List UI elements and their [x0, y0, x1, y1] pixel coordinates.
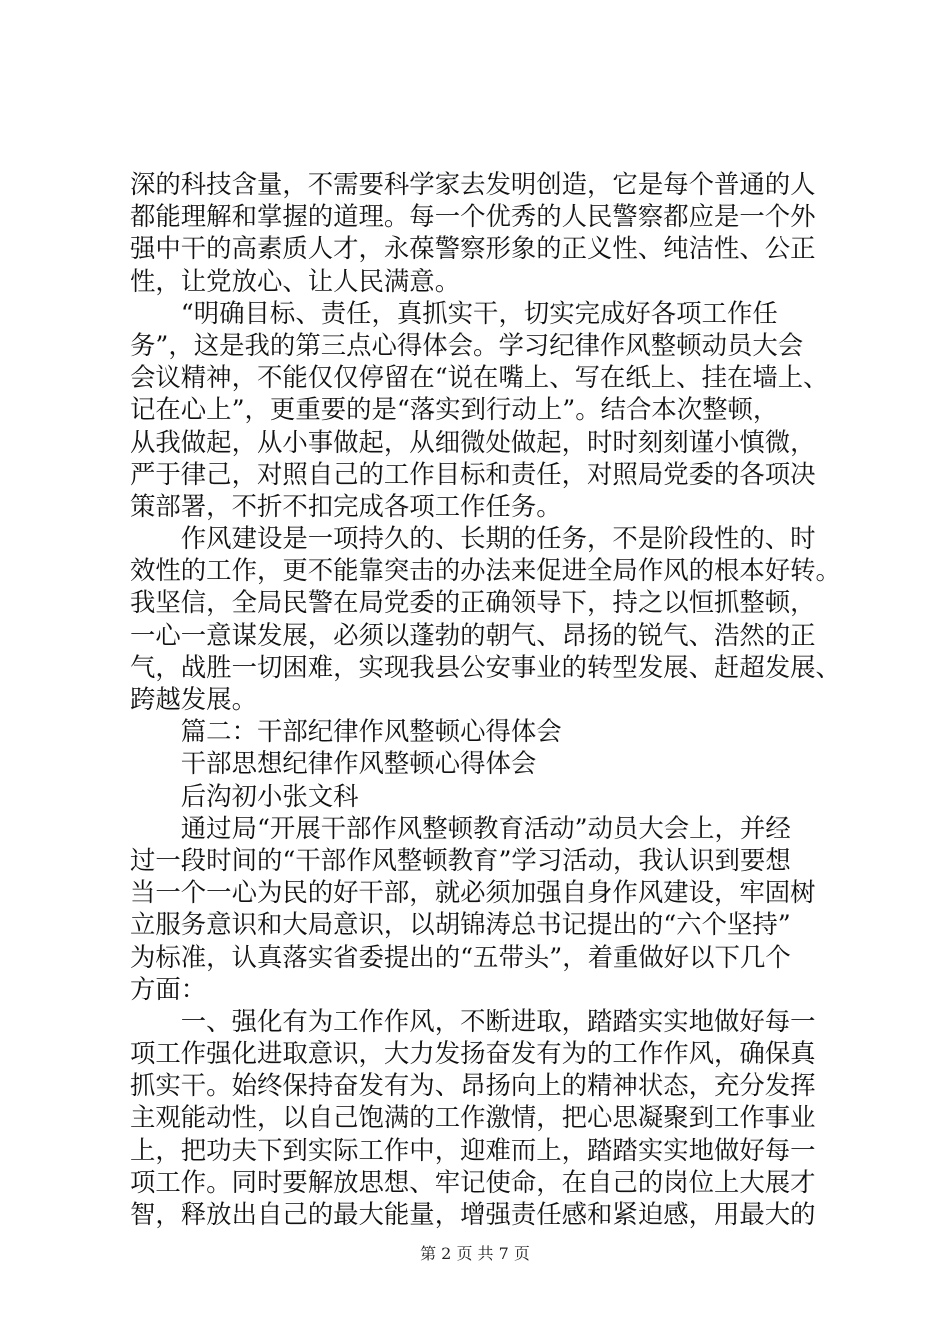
text-line: 一心一意谋发展，必须以蓬勃的朝气、昂扬的锐气、浩然的正: [130, 619, 816, 650]
text-line: 方面：: [130, 973, 207, 1004]
text-line: 抓实干。始终保持奋发有为、昂扬向上的精神状态，充分发挥: [130, 1070, 816, 1101]
document-body: [130, 168, 841, 1230]
text-line: 项工作强化进取意识，大力发扬奋发有为的工作作风，确保真: [130, 1038, 816, 1069]
text-line: 从我做起，从小事做起，从细微处做起，时时刻刻谨小慎微，: [130, 426, 816, 457]
section-heading: 篇二：干部纪律作风整顿心得体会: [130, 716, 562, 747]
text-line: 通过局“开展干部作风整顿教育活动”动员大会上，并经: [130, 812, 791, 843]
text-line: 跨越发展。: [130, 684, 257, 714]
author-line: 后沟初小张文科: [130, 780, 359, 811]
article-title: 干部思想纪律作风整顿心得体会: [130, 748, 537, 779]
text-line: 我坚信，全局民警在局党委的正确领导下，持之以恒抓整顿，: [130, 587, 816, 618]
text-line: 深的科技含量，不需要科学家去发明创造，它是每个普通的人: [130, 169, 816, 199]
text-line: 作风建设是一项持久的、长期的任务，不是阶段性的、时: [130, 523, 816, 554]
text-line: 会议精神，不能仅仅停留在“说在嘴上、写在纸上、挂在墙上、: [130, 362, 829, 393]
text-line: 为标准，认真落实省委提出的“五带头”，着重做好以下几个: [130, 941, 791, 972]
text-line: 务”，这是我的第三点心得体会。学习纪律作风整顿动员大会: [130, 329, 804, 360]
text-line: 当一个一心为民的好干部，就必须加强自身作风建设，牢固树: [130, 877, 816, 908]
page-number-footer: 第 2 页 共 7 页: [420, 1244, 530, 1263]
text-line: 项工作。同时要解放思想、牢记使命，在自己的岗位上大展才: [130, 1166, 816, 1197]
text-line: 一、强化有为工作作风，不断进取，踏踏实实地做好每一: [130, 1005, 816, 1036]
text-line: 严于律己，对照自己的工作目标和责任，对照局党委的各项决: [130, 458, 816, 489]
text-line: 上，把功夫下到实际工作中，迎难而上，踏踏实实地做好每一: [130, 1134, 816, 1165]
text-line: 主观能动性，以自己饱满的工作激情，把心思凝聚到工作事业: [130, 1102, 816, 1133]
text-line: 策部署，不折不扣完成各项工作任务。: [130, 490, 562, 521]
text-line: 过一段时间的“干部作风整顿教育”学习活动，我认识到要想: [130, 844, 791, 875]
text-line: “明确目标、责任，真抓实干，切实完成好各项工作任: [130, 297, 778, 328]
text-line: 气，战胜一切困难，实现我县公安事业的转型发展、赶超发展、: [130, 651, 841, 682]
text-line: 立服务意识和大局意识，以胡锦涛总书记提出的“六个坚持”: [130, 909, 791, 940]
text-line: 性，让党放心、让人民满意。: [130, 265, 461, 296]
text-line: 记在心上”，更重要的是“落实到行动上”。结合本次整顿，: [130, 394, 779, 425]
text-line: 效性的工作，更不能靠突击的办法来促进全局作风的根本好转。: [130, 555, 841, 586]
text-line: 智，释放出自己的最大能量，增强责任感和紧迫感，用最大的: [130, 1199, 816, 1229]
text-line: 强中干的高素质人才，永葆警察形象的正义性、纯洁性、公正: [130, 233, 816, 264]
text-line: 都能理解和掌握的道理。每一个优秀的人民警察都应是一个外: [130, 201, 816, 232]
